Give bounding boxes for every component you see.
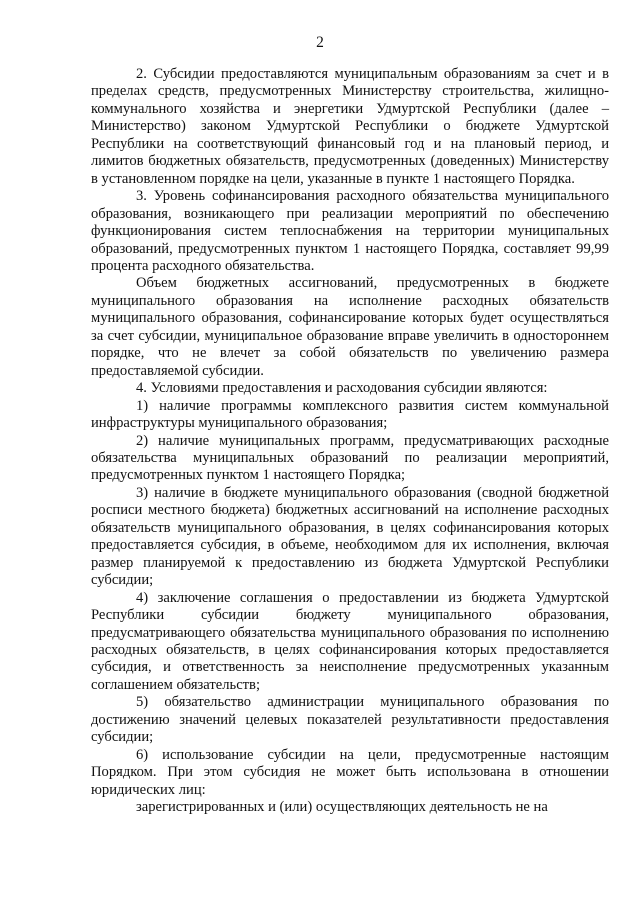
- paragraph-3-cofinancing-level: 3. Уровень софинансирования расходного обязательства муниципального образования, возникающего при реализации мероприятий по обеспечению функционирования систем теплоснабжения на территории муниципальных образований, предусмотренных пунктом 1 настоящего Порядка, составляет 99,99 процента расходного обязательства.: [91, 188, 609, 274]
- condition-5-administration-obligation: 5) обязательство администрации муниципального образования по достижению значений целевых показателей результативности предоставления субсидии;: [91, 694, 609, 746]
- condition-3-budget-allocations: 3) наличие в бюджете муниципального образования (сводной бюджетной росписи местного бюджета) бюджетных ассигнований на исполнение расходных обязательств муниципального образования, в целях софинансирования которых предоставляется субсидия, в объеме, необходимом для их исполнения, включая размер планируемой к предоставлению из бюджета Удмуртской Республики субсидии;: [91, 484, 609, 589]
- paragraph-4-conditions-heading: 4. Условиями предоставления и расходования субсидии являются:: [136, 380, 548, 397]
- paragraph-registered-entities: зарегистрированных и (или) осуществляющих деятельность не на: [136, 799, 548, 816]
- paragraph-budget-allocations-volume: Объем бюджетных ассигнований, предусмотренных в бюджете муниципального образования на исполнение расходных обязательств муниципального образования, софинансирование которых будет осуществляться за счет субсидии, муниципальное образование вправе увеличить в одностороннем порядке, что не влечет за собой обязательств по увеличению размера предоставляемой субсидии.: [91, 275, 609, 379]
- condition-1-program: 1) наличие программы комплексного развития систем коммунальной инфраструктуры муниципального образования;: [91, 397, 609, 432]
- condition-6-target-use: 6) использование субсидии на цели, предусмотренные настоящим Порядком. При этом субсидия не может быть использована в отношении юридических лиц:: [91, 746, 609, 798]
- paragraph-2-subsidies-source: 2. Субсидии предоставляются муниципальным образованиям за счет и в пределах средств, предусмотренных Министерству строительства, жилищно-коммунального хозяйства и энергетики Удмуртской Республики (далее – Министерство) законом Удмуртской Республики о бюджете Удмуртской Республики на соответствующий финансовый год и на плановый период, и лимитов бюджетных обязательств, предусмотренных (доведенных) Министерству в установленном порядке на цели, указанные в пункте 1 настоящего Порядка.: [91, 66, 609, 187]
- document-body: [91, 66, 609, 816]
- condition-4-agreement: 4) заключение соглашения о предоставлении из бюджета Удмуртской Республики субсидии бюджету муниципального образования, предусматривающего обязательства муниципального образования по исполнению расходных обязательств, в целях софинансирования которых предоставляется субсидия, и ответственность за неисполнение предусмотренных указанным соглашением обязательств;: [91, 589, 609, 693]
- condition-2-municipal-programs: 2) наличие муниципальных программ, предусматривающих расходные обязательства муниципальных образований по реализации мероприятий, предусмотренных пунктом 1 настоящего Порядка;: [91, 432, 609, 484]
- page-number: 2: [316, 34, 324, 51]
